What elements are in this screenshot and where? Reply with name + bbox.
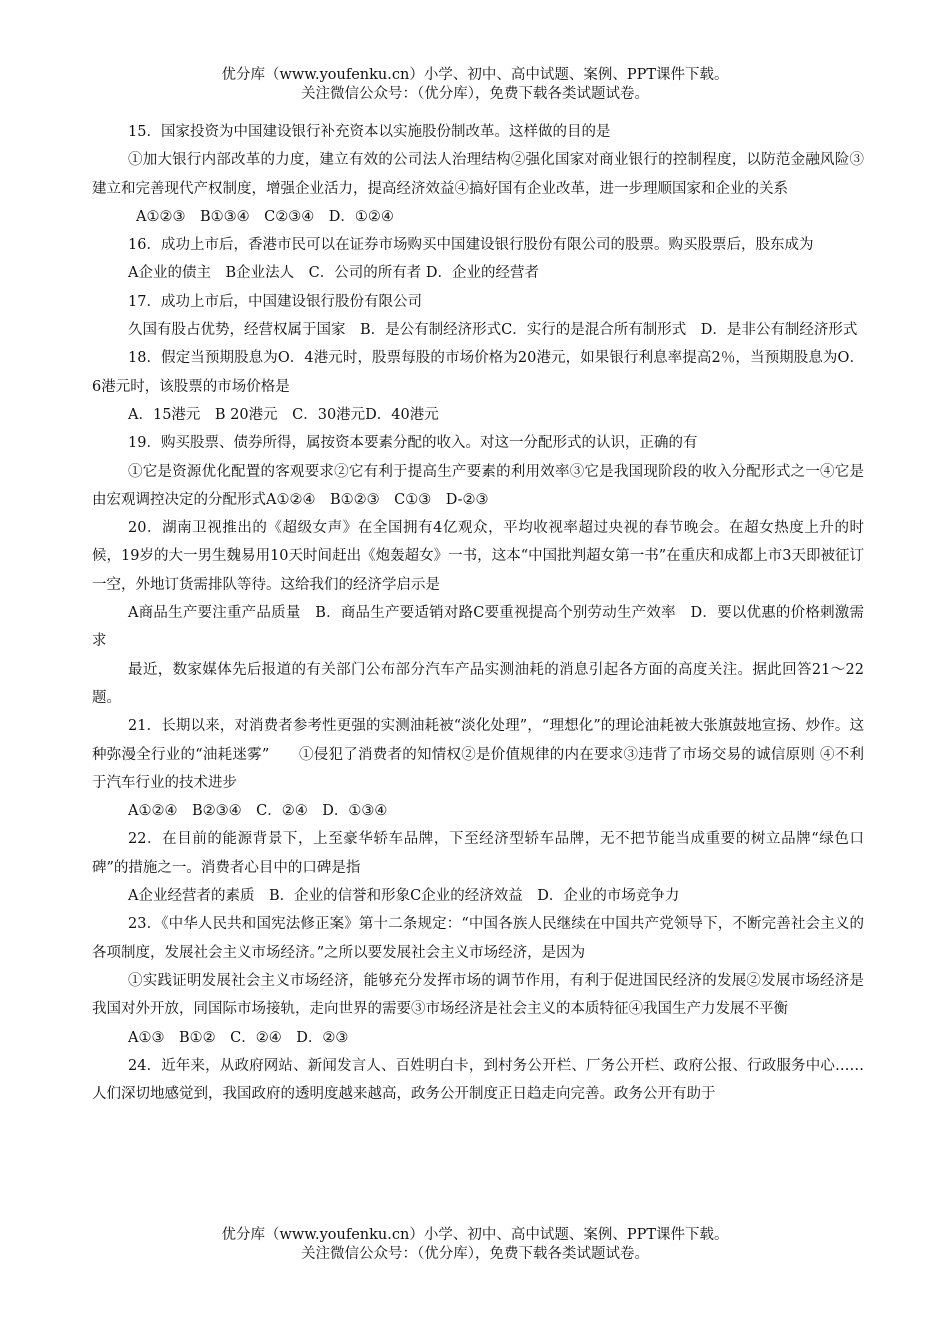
question-17-options: 久国有股占优势，经营权属于国家 B．是公有制经济形式C．实行的是混合所有制形式 D．是非公有制经济形式 [128, 322, 858, 339]
question-18-options: A．15港元 B 20港元 C．30港元D．40港元 [128, 406, 439, 423]
question-15-body: ①加大银行内部改革的力度，建立有效的公司法人治理结构②强化国家对商业银行的控制程度，以防范金融风险③建立和完善现代产权制度，增强企业活力，提高经济效益④搞好国有企业改革，进一步理顺国家和企业的关系 [92, 152, 864, 197]
question-24-stem: 24．近年来，从政府网站、新闻发言人、百姓明白卡，到村务公开栏、厂务公开栏、政府公报、行政服务中心……人们深切地感觉到，我国政府的透明度越来越高，政务公开制度正日趋走向完善。政务公开有助于 [92, 1057, 864, 1103]
page-header [0, 66, 950, 104]
footer-line-2: 关注微信公众号：（优分库），免费下载各类试题试卷。 [301, 1246, 649, 1262]
question-23-options: A①③ B①② C．②④ D．②③ [128, 1029, 349, 1046]
question-16-stem: 16．成功上市后，香港市民可以在证券市场购买中国建设银行股份有限公司的股票。购买股票后，股东成为 [128, 237, 814, 254]
question-15-options: A①②③ B①③④ C②③④ D．①②④ [136, 208, 394, 225]
question-22-stem: 22．在目前的能源背景下，上至豪华轿车品牌，下至经济型轿车品牌，无不把节能当成重要的树立品牌“绿色口碑”的措施之一。消费者心目中的口碑是指 [92, 831, 864, 876]
question-23-stem: 23．《中华人民共和国宪法修正案》第十二条规定：“中国各族人民继续在中国共产党领导下，不断完善社会主义的各项制度，发展社会主义市场经济。”之所以要发展社会主义市场经济，是因为 [92, 916, 864, 961]
question-23-body: ①实践证明发展社会主义市场经济，能够充分发挥市场的调节作用，有利于促进国民经济的发展②发展市场经济是我国对外开放，同国际市场接轨，走向世界的需要③市场经济是社会主义的本质特征④我国生产力发展不平衡 [92, 972, 864, 1018]
question-19-stem: 19．购买股票、债券所得，属按资本要素分配的收入。对这一分配形式的认识，正确的有 [128, 435, 698, 452]
question-22-options: A企业经营者的素质 B．企业的信誉和形象C企业的经济效益 D．企业的市场竞争力 [128, 888, 680, 905]
question-19-body: ①它是资源优化配置的客观要求②它有利于提高生产要素的利用效率③它是我国现阶段的收入分配形式之一④它是由宏观调控决定的分配形式A①②④ B①②③ C①③ D-②③ [92, 463, 864, 508]
footer-line-1: 优分库（www.youfenku.cn）小学、初中、高中试题、案例、PPT课件下载。 [221, 1227, 729, 1243]
question-21-options: A①②④ B②③④ C．②④ D．①③④ [128, 803, 388, 820]
question-15-stem: 15．国家投资为中国建设银行补充资本以实施股份制改革。这样做的目的是 [128, 124, 611, 140]
header-line-1: 优分库（www.youfenku.cn）小学、初中、高中试题、案例、PPT课件下载。 [221, 67, 729, 83]
question-20-options: A商品生产要注重产品质量 B．商品生产要适销对路C要重视提高个别劳动生产效率 D．要以优惠的价格刺激需求 [92, 605, 864, 650]
intro-21-22: 最近，数家媒体先后报道的有关部门公布部分汽车产品实测油耗的消息引起各方面的高度关注。据此回答21～22题。 [92, 661, 864, 706]
page-footer [0, 1226, 950, 1264]
question-18-stem: 18．假定当预期股息为O．4港元时，股票每股的市场价格为20港元，如果银行利息率提高2％，当预期股息为O．6港元时，该股票的市场价格是 [92, 350, 864, 395]
question-16-options: A企业的债主 B企业法人 C．公司的所有者 D．企业的经营者 [128, 265, 539, 282]
question-20-stem: 20．湖南卫视推出的《超级女声》在全国拥有4亿观众，平均收视率超过央视的春节晚会。在超女热度上升的时候，19岁的大一男生魏易用10天时间赶出《炮轰超女》一书，这本“中国批判超女第一书”在重庆和成都上市3天即被征订一空，外地订货需排队等待。这给我们的经济学启示是 [92, 520, 864, 593]
question-21-stem: 21．长期以来，对消费者参考性更强的实测油耗被“淡化处理”，“理想化”的理论油耗被大张旗鼓地宣扬、炒作。这种弥漫全行业的“油耗迷雾” ①侵犯了消费者的知情权②是价值规律的内在要求③违背了市场交易的诚信原则 ④不利于汽车行业的技术进步 [92, 718, 864, 791]
question-content [92, 118, 864, 1108]
question-17-stem: 17．成功上市后，中国建设银行股份有限公司 [128, 293, 422, 310]
header-line-2: 关注微信公众号：（优分库），免费下载各类试题试卷。 [301, 86, 649, 102]
